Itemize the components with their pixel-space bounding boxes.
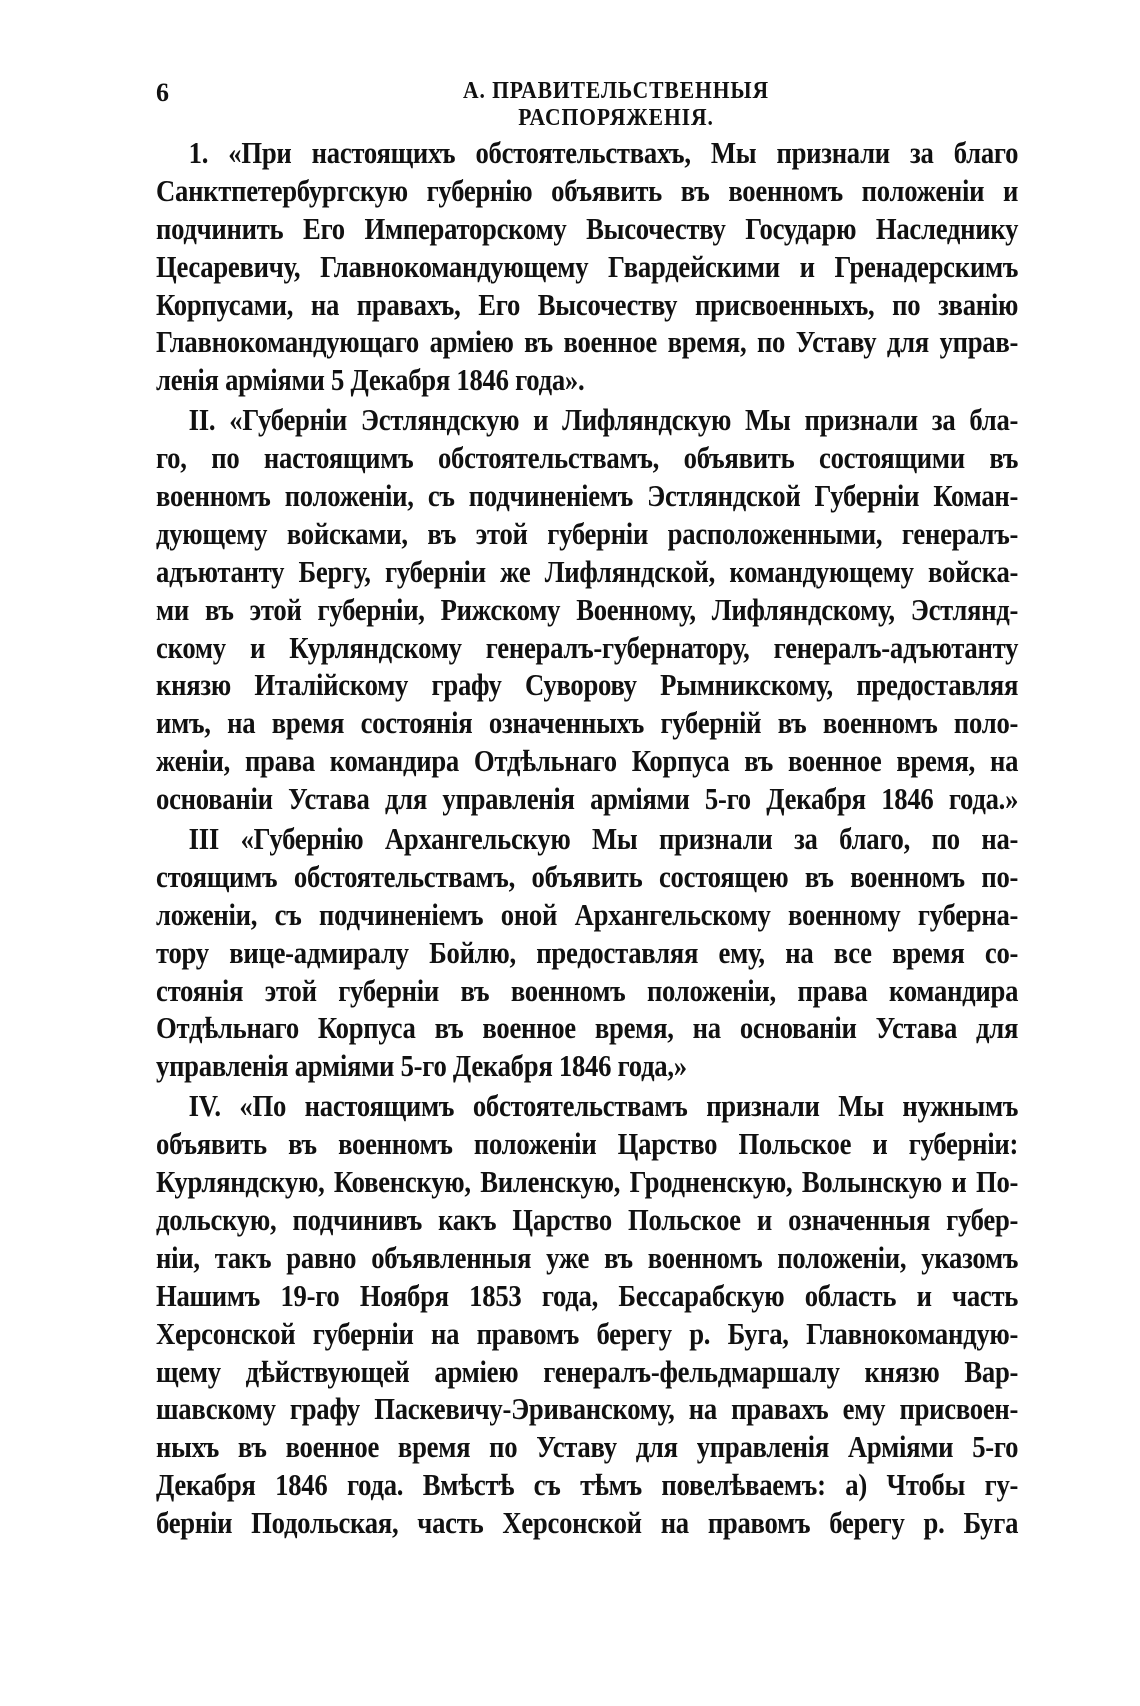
text-line: Главнокомандующаго арміею въ военное время, по Уставу для управ-	[156, 324, 1019, 360]
text-line: IV. «По настоящимъ обстоятельствамъ признали Мы нужнымъ	[188, 1088, 1019, 1124]
text-line: военномъ положеніи, съ подчиненіемъ Эстляндской Губерніи Коман-	[156, 478, 1019, 514]
text-line: Цесаревичу, Главнокомандующему Гвардейскими и Гренадерскимъ	[156, 248, 1019, 284]
text-line: ленія арміями 5 Декабря 1846 года».	[156, 362, 585, 398]
text-line: подчинить Его Императорскому Высочеству Государю Наследнику	[156, 210, 1019, 246]
text-line: Курляндскую, Ковенскую, Виленскую, Гродненскую, Волынскую и По-	[156, 1164, 1019, 1200]
text-line: го, по настоящимъ обстоятельствамъ, объявить состоящими въ	[156, 440, 1019, 476]
page-number: 6	[156, 78, 169, 107]
text-line: Корпусами, на правахъ, Его Высочеству присвоенныхъ, по званію	[156, 286, 1019, 322]
text-line: стоящимъ обстоятельствамъ, объявить состоящею въ военномъ по-	[156, 858, 1019, 894]
text-line: берніи Подольская, часть Херсонской на правомъ берегу р. Буга	[156, 1505, 1019, 1541]
text-line: ложеніи, съ подчиненіемъ оной Архангельскому военному губерна-	[156, 896, 1019, 932]
paragraph-1	[156, 134, 1018, 399]
text-line: щему дѣйствующей арміею генералъ-фельдмаршалу князю Вар-	[156, 1353, 1019, 1389]
text-line: основаніи Устава для управленія арміями 5-го Декабря 1846 года.»	[156, 781, 1019, 817]
text-line: князю Италійскому графу Суворову Рымникскому, предоставляя	[156, 667, 1019, 703]
paragraph-3	[156, 820, 1018, 1085]
running-title: А. ПРАВИТЕЛЬСТВЕННЫЯ РАСПОРЯЖЕНІЯ.	[462, 78, 770, 131]
text-line: Санктпетербургскую губернію объявить въ военномъ положеніи и	[156, 172, 1019, 208]
text-line: женіи, права командира Отдѣльнаго Корпуса въ военное время, на	[156, 743, 1019, 779]
text-line: III «Губернію Архангельскую Мы признали за благо, по на-	[188, 821, 1019, 857]
text-line: управленія арміями 5-го Декабря 1846 года,»	[156, 1048, 687, 1084]
text-line: ніи, такъ равно объявленныя уже въ военномъ положеніи, указомъ	[156, 1239, 1019, 1275]
text-line: скому и Курляндскому генералъ-губернатору, генералъ-адъютанту	[156, 629, 1019, 665]
body-text	[156, 134, 1018, 1544]
text-line: объявить въ военномъ положеніи Царство Польское и губерніи:	[156, 1126, 1019, 1162]
text-line: Отдѣльнаго Корпуса въ военное время, на основаніи Устава для	[156, 1010, 1019, 1046]
text-line: ныхъ въ военное время по Уставу для управленія Арміями 5-го	[156, 1429, 1019, 1465]
text-line: имъ, на время состоянія означенныхъ губерній въ военномъ поло-	[156, 705, 1019, 741]
text-line: шавскому графу Паскевичу-Эриванскому, на правахъ ему присвоен-	[156, 1391, 1019, 1427]
running-head	[156, 78, 1016, 131]
text-line: стоянія этой губерніи въ военномъ положеніи, права командира	[156, 972, 1019, 1008]
text-line: ми въ этой губерніи, Рижскому Военному, Лифляндскому, Эстлянд-	[156, 591, 1019, 627]
text-line: 1. «При настоящихъ обстоятельствахъ, Мы признали за благо	[188, 135, 1019, 170]
text-line: Нашимъ 19-го Ноября 1853 года, Бессарабскую область и часть	[156, 1277, 1019, 1313]
paragraph-4	[156, 1087, 1018, 1542]
text-line: II. «Губерніи Эстляндскую и Лифляндскую Мы признали за бла-	[188, 402, 1019, 438]
text-line: адъютанту Бергу, губерніи же Лифляндской, командующему войска-	[156, 553, 1019, 589]
paragraph-2	[156, 401, 1018, 818]
text-line: Херсонской губерніи на правомъ берегу р. Буга, Главнокомандую-	[156, 1315, 1019, 1351]
text-line: тору вице-адмиралу Бойлю, предоставляя ему, на все время со-	[156, 934, 1019, 970]
text-line: дующему войсками, въ этой губерніи расположенными, генералъ-	[156, 515, 1019, 551]
text-line: Декабря 1846 года. Вмѣстѣ съ тѣмъ повелѣваемъ: а) Чтобы гу-	[156, 1467, 1019, 1503]
text-line: дольскую, подчинивъ какъ Царство Польское и означенныя губер-	[156, 1201, 1019, 1237]
